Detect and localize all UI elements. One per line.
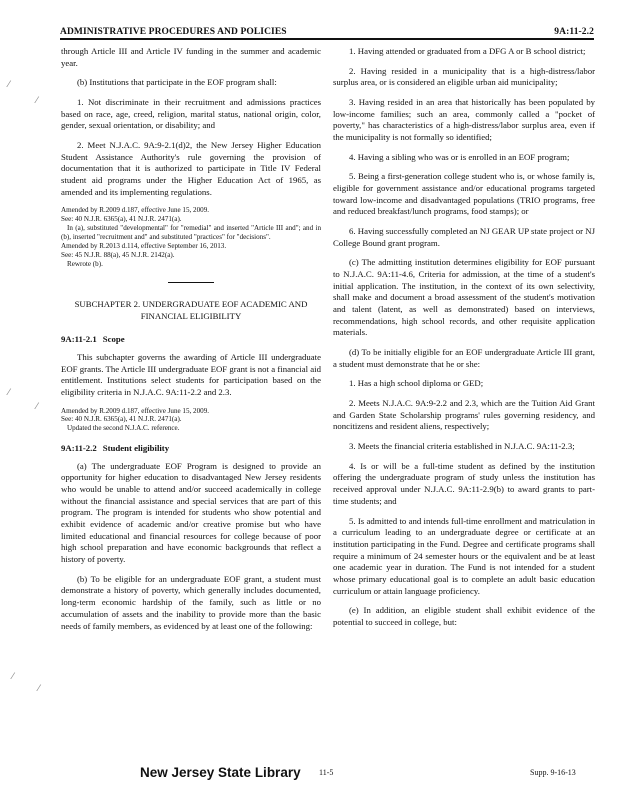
list-item: 4. Is or will be a full-time student as defined by the institution offering the undergraduate program of study unless the institution has received approval under N.J.A.C. 9A:11-2.9(b) to award grants to part-time students; and [333, 460, 595, 506]
right-column [333, 46, 595, 637]
history-line: Amended by R.2013 d.114, effective September 16, 2013. [61, 241, 227, 250]
margin-mark: ⁄ [8, 80, 10, 90]
history-line: Amended by R.2009 d.187, effective June 15, 2009. [61, 206, 210, 215]
header-section: 9A:11-2.2 [554, 27, 594, 37]
header-title: ADMINISTRATIVE PROCEDURES AND POLICIES [60, 27, 287, 37]
history-line: In (a), substituted "developmental" for "remedial" and inserted "Article III and"; and in (b), inserted "recruitment and" and substituted "practices" for "decisions". [61, 224, 321, 241]
section-heading [61, 443, 321, 455]
margin-mark: ⁄ [36, 402, 38, 412]
margin-mark: ⁄ [12, 672, 14, 682]
paragraph: (e) In addition, an eligible student shall exhibit evidence of the potential to succeed in college, but: [333, 605, 595, 627]
margin-mark: ⁄ [8, 388, 10, 398]
paragraph: (b) To be eligible for an undergraduate EOF grant, a student must demonstrate a history of poverty, which generally includes documented, long-term economic hardship of the family, such as little or no accumulation of assets and the inability to provide more than the basic needs of family members, as evidenced by at least one of the following: [61, 573, 321, 631]
history-line: Rewrote (b). [67, 259, 103, 268]
history-note [61, 206, 321, 268]
paragraph: 2. Meet N.J.A.C. 9A:9-2.1(d)2, the New Jersey Higher Education Student Assistance Authority's rule governing the provision of documentation that it is authorized to participate in Title IV Federal student aid programs under the Higher Education Act of 1965, as amended and its implementing regulations. [61, 140, 321, 197]
list-item: 2. Meets N.J.A.C. 9A:9-2.2 and 2.3, which are the Tuition Aid Grant and Garden State Scholarship programs' rules governing residency, and noncitizens and resident aliens, respectively; [333, 398, 595, 432]
paragraph: (a) The undergraduate EOF Program is designed to provide an opportunity for higher education to disadvantaged New Jersey residents who would be unable to attend and/or succeed academically in college without the financial assistance and special services that are part of this program. The program is intended for students who show potential and exhibit evidence of academic and/or creative promise but who have limited educational and financial resources for college because of poor high school preparation and have economic backgrounds that reflect a history of poverty. [61, 460, 321, 565]
page-number: 11-5 [319, 768, 334, 777]
paragraph: This subchapter governs the awarding of Article III undergraduate EOF grants. The Article III undergraduate EOF grant is not a financial aid entitlement. Institutions select students for participation based on the eligibility criteria in N.J.A.C. 9A:11-2.2 and 2.3. [61, 351, 321, 397]
list-item: 5. Is admitted to and intends full-time enrollment and matriculation in a curriculum leading to an undergraduate degree or certificate at an institution participating in the Fund. Degree and certificate programs shall require a minimum of 24 semester hours or the equivalent and be at least one academic year in duration. The Fund is not intended for a student whose primary educational goal is to complete an adult basic education curriculum or attain language proficiency. [333, 515, 595, 596]
list-item: 1. Has a high school diploma or GED; [349, 378, 484, 389]
margin-mark: ⁄ [36, 96, 38, 106]
history-line: See: 40 N.J.R. 6365(a), 41 N.J.R. 2471(a). [61, 415, 182, 424]
header-rule [60, 38, 594, 40]
section-title: Student eligibility [102, 443, 170, 454]
paragraph: (d) To be initially eligible for an EOF undergraduate Article III grant, a student must demonstrate that he or she: [333, 347, 595, 369]
list-item: 2. Having resided in a municipality that is a high-distress/labor surplus area, or is considered an eligible urban aid municipality; [333, 65, 595, 88]
history-note [61, 407, 321, 434]
section-heading [61, 334, 321, 346]
left-column [61, 46, 321, 640]
paragraph: (c) The admitting institution determines eligibility for EOF pursuant to N.J.A.C. 9A:11-4.6, Criteria for admission, at the time of a student's initial application. The institution, in the context of its own selectivity, shall make and document a broad assessment of the student's motivation and talent (latent, as well as demonstrated) based on interviews, recommendations, high school records, and other requisite application materials. [333, 257, 595, 338]
history-line: See: 45 N.J.R. 88(a), 45 N.J.R. 2142(a). [61, 250, 175, 259]
paragraph: (b) Institutions that participate in the EOF program shall: [77, 77, 277, 88]
list-item: 1. Having attended or graduated from a DFG A or B school district; [349, 46, 586, 56]
list-item: 4. Having a sibling who was or is enrolled in an EOF program; [349, 151, 570, 162]
margin-mark: ⁄ [38, 684, 40, 694]
paragraph: 1. Not discriminate in their recruitment and admissions practices based on race, age, creed, religion, marital status, national origin, color, gender, sexual orientation, or disability; and [61, 97, 321, 131]
section-number: 9A:11-2.1 [61, 334, 97, 345]
subchapter-heading: SUBCHAPTER 2. UNDERGRADUATE EOF ACADEMIC AND FINANCIAL ELIGIBILITY [74, 299, 308, 321]
list-item: 3. Meets the financial criteria established in N.J.A.C. 9A:11-2.3; [349, 441, 575, 452]
section-number: 9A:11-2.2 [61, 443, 97, 454]
list-item: 3. Having resided in an area that historically has been populated by low-income families; such an area, commonly called a "pocket of poverty," has characteristics of a high-distress/labor surplus area, even if the municipality is not formally so identified; [333, 97, 595, 143]
list-item: 6. Having successfully completed an NJ GEAR UP state project or NJ College Bound grant program. [333, 226, 595, 248]
list-item: 5. Being a first-generation college student who is, or whose family is, eligible for government assistance and/or educational programs targeted toward low-income and disadvantaged populations (TRIO programs, free and reduced breakfast/lunch programs, food stamps); or [333, 171, 595, 217]
section-title: Scope [102, 334, 125, 345]
paragraph: through Article III and Article IV funding in the summer and academic year. [61, 46, 321, 68]
library-watermark: New Jersey State Library [140, 765, 301, 780]
history-line: Amended by R.2009 d.187, effective June 15, 2009. [61, 406, 210, 415]
history-line: Updated the second N.J.A.C. reference. [67, 424, 180, 433]
section-divider [168, 282, 214, 283]
running-header [60, 21, 594, 37]
history-line: See: 40 N.J.R. 6365(a), 41 N.J.R. 2471(a). [61, 215, 182, 224]
supplement-date: Supp. 9-16-13 [530, 768, 576, 777]
